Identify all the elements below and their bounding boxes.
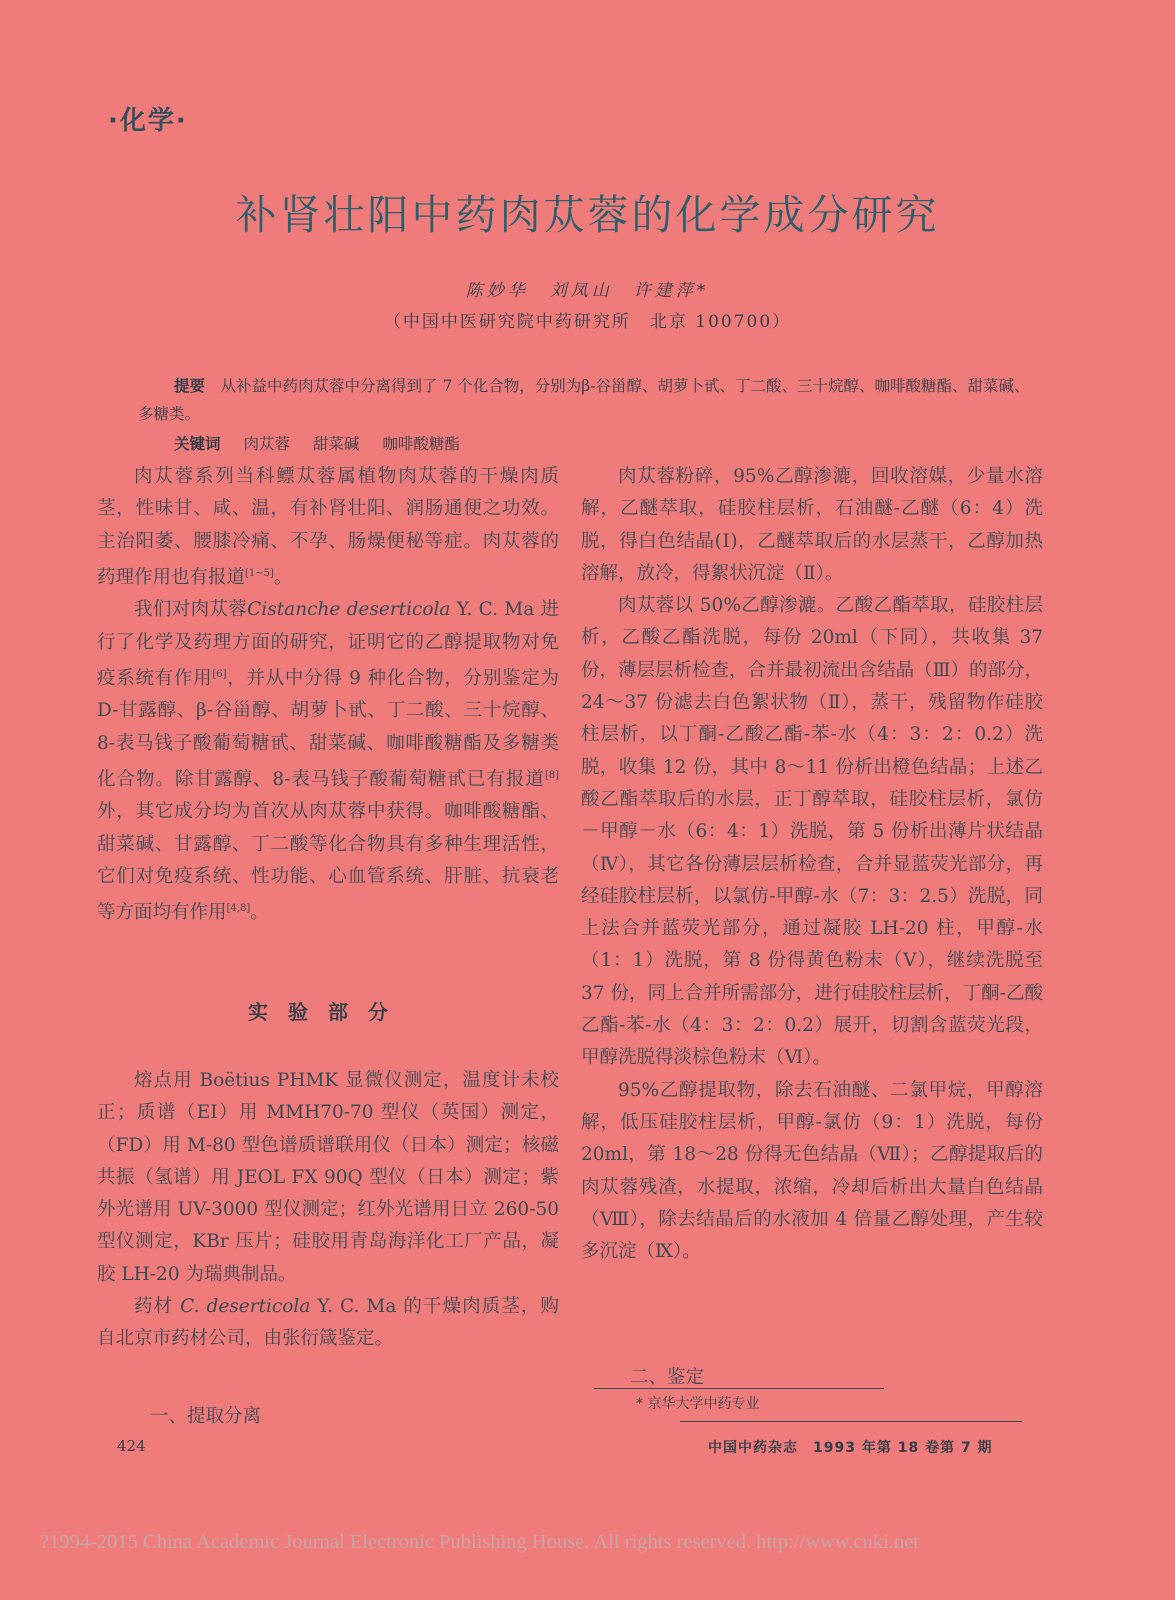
section-tag: ·化学·	[108, 106, 188, 136]
keyword-item: 咖啡酸糖酯	[382, 435, 460, 453]
extraction-paragraph-1: 肉苁蓉粉碎，95%乙醇渗漉，回收溶媒，少量水溶解，乙醚萃取，硅胶柱层析，石油醚-乙醚（6：4）洗脱，得白色结晶(Ⅰ)，乙醚萃取后的水层蒸干，乙醇加热溶解，放冷，得絮状沉淀（Ⅱ）。	[581, 466, 1043, 584]
footnote-divider	[594, 1388, 884, 1389]
citation: [1~5]	[245, 567, 274, 579]
latin-name: Cistanche deserticola	[247, 599, 451, 621]
abstract-label: 提要	[174, 377, 206, 395]
section-heading-experimental: 实验部分	[248, 1000, 408, 1024]
copyright-notice: ?1994-2015 China Academic Journal Electronic Publishing House. All rights reserved. http://www.cnki.net	[40, 1531, 919, 1553]
extraction-paragraph-2: 肉苁蓉以 50%乙醇渗漉。乙酸乙酯萃取，硅胶柱层析，乙酸乙酯洗脱，每份 20ml（下同），共收集 37 份，薄层层析检查，合并最初流出含结晶（Ⅲ）的部分，24～37 份滤去白色絮状物（Ⅱ），蒸干，残留物作硅胶柱层析，以丁酮-乙酸乙酯-苯-水（4：3：2：0.2）洗脱，收集 12 份，其中 8～11 份析出橙色结晶；上述乙酸乙酯萃取后的水层，正丁醇萃取，硅胶柱层析，氯仿－甲醇－水（6：4：1）洗脱，第 5 份析出薄片状结晶（Ⅳ），其它各份薄层层析检查，合并显蓝荧光部分，再经硅胶柱层析，以氯仿-甲醇-水（7：3：2.5）洗脱，同上法合并蓝荧光部分，通过凝胶 LH-20 柱，甲醇-水（1：1）洗脱，第 8 份得黄色粉末（Ⅴ），继续洗脱至 37 份，同上合并所需部分，进行硅胶柱层析，丁酮-乙酸乙酯-苯-水（4：3：2：0.2）展开，切割含蓝荧光段，甲醇洗脱得淡棕色粉末（Ⅵ）。	[581, 595, 1043, 1069]
affiliation: （中国中医研究院中药研究所 北京 100700）	[383, 312, 792, 332]
subheading-extraction: 一、提取分离	[150, 1406, 262, 1427]
citation: [4,8]	[226, 903, 251, 915]
right-column	[581, 461, 1043, 1268]
subheading-identification: 二、鉴定	[630, 1367, 705, 1388]
latin-name: C. deserticola	[180, 1296, 311, 1318]
left-column-lower	[97, 1065, 559, 1356]
footnote: * 京华大学中药专业	[636, 1396, 760, 1412]
page-number: 424	[117, 1437, 146, 1455]
intro-paragraph-2: 我们对肉苁蓉Cistanche deserticola Y. C. Ma 进行了化学及药理方面的研究，证明它的乙醇提取物对免疫系统有作用[6]，并从中分得 9 种化合物，分别鉴定为 D-甘露醇、β-谷甾醇、胡萝卜甙、丁二酸、三十烷醇、8-表马钱子酸葡萄糖甙、甜菜碱、咖啡酸糖酯及多糖类化合物。除甘露醇、8-表马钱子酸葡萄糖甙已有报道[8]外，其它成分均为首次从肉苁蓉中获得。咖啡酸糖酯、甜菜碱、甘露醇、丁二酸等化合物具有多种生理活性，它们对免疫系统、性功能、心血管系统、肝脏、抗衰老等方面均有作用[4,8]。	[97, 599, 559, 924]
material-paragraph: 药材 C. deserticola Y. C. Ma 的干燥肉质茎，购自北京市药材公司，由张衍箴鉴定。	[97, 1296, 559, 1350]
citation: [6]	[212, 668, 227, 680]
keywords-label: 关键词	[174, 435, 221, 453]
article-title: 补肾壮阳中药肉苁蓉的化学成分研究	[235, 191, 940, 239]
journal-info: 中国中药杂志 1993 年第 18 卷第 7 期	[708, 1440, 993, 1456]
keyword-item: 肉苁蓉	[243, 435, 290, 453]
authors: 陈妙华 刘凤山 许建萍*	[465, 281, 710, 301]
footer-divider	[680, 1421, 1022, 1422]
intro-paragraph-1: 肉苁蓉系列当科鳔苁蓉属植物肉苁蓉的干燥肉质茎，性味甘、咸、温，有补肾壮阳、润肠通便之功效。主治阳萎、腰膝冷痛、不孕、肠燥便秘等症。肉苁蓉的药理作用也有报道[1~5]。	[97, 466, 559, 589]
extraction-paragraph-3: 95%乙醇提取物，除去石油醚、二氯甲烷，甲醇溶解，低压硅胶柱层析，甲醇-氯仿（9：1）洗脱，每份 20ml，第 18～28 份得无色结晶（Ⅶ）；乙醇提取后的肉苁蓉残渣，水提取，浓缩，冷却后析出大量白色结晶（Ⅷ），除去结晶后的水液加 4 倍量乙醇处理，产生较多沉淀（Ⅸ）。	[581, 1079, 1043, 1263]
keywords	[174, 432, 478, 454]
keyword-item: 甜菜碱	[312, 435, 360, 453]
abstract	[138, 372, 1038, 428]
citation: [8]	[544, 769, 559, 781]
instruments-paragraph: 熔点用 Boëtius PHMK 显微仪测定，温度计未校正；质谱（EI）用 MMH70-70 型仪（英国）测定，（FD）用 M-80 型色谱质谱联用仪（日本）测定；核磁共振（氢谱）用 JEOL FX 90Q 型仪（日本）测定；紫外光谱用 UV-3000 型仪测定；红外光谱用日立 260-50 型仪测定，KBr 压片；硅胶用青岛海洋化工厂产品，凝胶 LH-20 为瑞典制品。	[97, 1070, 559, 1285]
abstract-text: 从补益中药肉苁蓉中分离得到了 7 个化合物，分别为β-谷甾醇、胡萝卜甙、丁二酸、三十烷醇、咖啡酸糖酯、甜菜碱、多糖类。	[138, 377, 1030, 423]
left-column	[97, 461, 559, 930]
